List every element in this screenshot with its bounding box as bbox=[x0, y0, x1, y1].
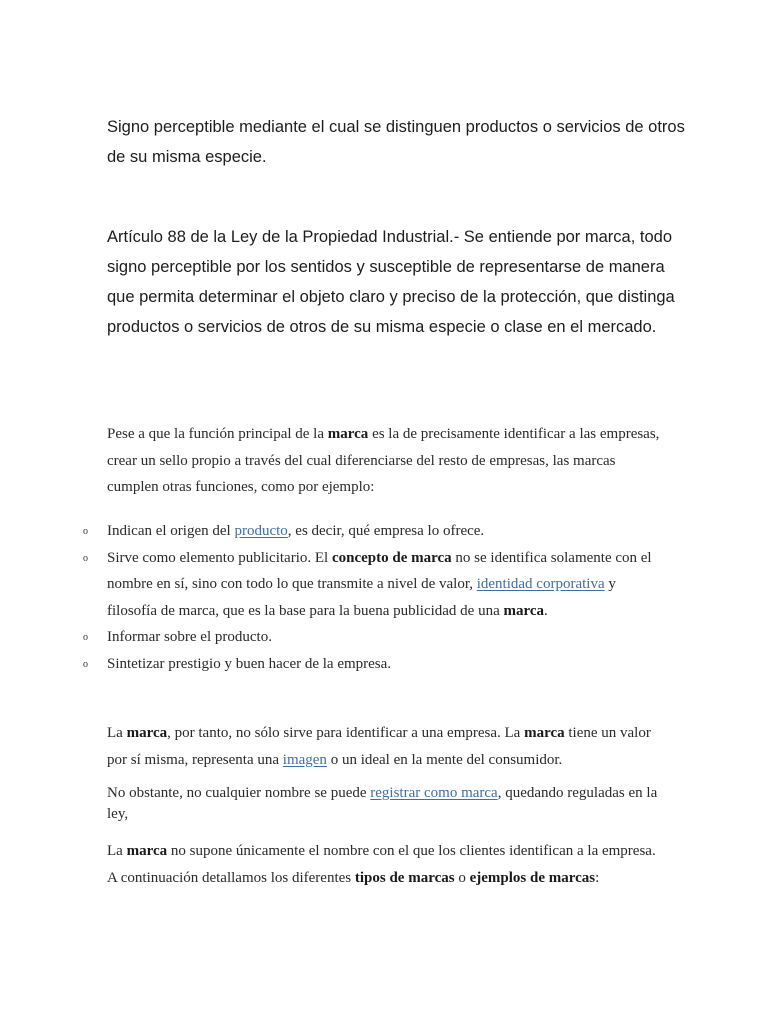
list-item bbox=[0, 624, 667, 651]
bullet-circle-icon: o bbox=[83, 658, 88, 670]
text-run: La bbox=[107, 725, 127, 741]
bold-tipos-de-marcas: tipos de marcas bbox=[354, 869, 455, 886]
text-run: Pese a que la función principal de la bbox=[107, 426, 328, 442]
articulo-paragraph bbox=[107, 222, 687, 342]
bold-ejemplos-de-marcas: ejemplos de marcas bbox=[469, 869, 596, 886]
text-run: . bbox=[544, 602, 548, 619]
tipos-de-marcas-paragraph bbox=[107, 838, 667, 891]
registrar-como-marca-link[interactable]: registrar como marca bbox=[370, 785, 498, 801]
bullet-circle-icon: o bbox=[83, 632, 88, 643]
bold-marca: marca bbox=[126, 843, 168, 859]
imagen-link[interactable]: imagen bbox=[282, 751, 327, 768]
text-run: o bbox=[454, 869, 470, 886]
funciones-list bbox=[0, 518, 768, 677]
text-run: La bbox=[107, 843, 127, 859]
definition-text: Signo perceptible mediante el cual se distinguen productos o servicios de otros de su misma especie. bbox=[107, 118, 685, 166]
articulo-text: Artículo 88 de la Ley de la Propiedad Industrial.- Se entiende por marca, todo signo perceptible por los sentidos y susceptible de representarse de manera que permita determinar el objeto claro y preciso de la protección, que distinga productos o servicios de otros de su misma especie o clase en el mercado. bbox=[107, 228, 675, 336]
text-run: y filosofía de marca, que es la base para la buena publicidad de una bbox=[107, 576, 616, 619]
identidad-corporativa-link[interactable]: identidad corporativa bbox=[476, 576, 605, 592]
text-run: Indican el origen del bbox=[107, 523, 235, 539]
text-run: tiene un valor por sí misma, representa una bbox=[107, 725, 651, 768]
bold-marca: marca bbox=[524, 725, 565, 741]
text-run: no supone únicamente el nombre con el que los clientes identifican a la empresa. A continuación detallamos los diferentes bbox=[107, 843, 656, 886]
bullet-circle-icon: o bbox=[83, 526, 88, 537]
bullet-circle-icon: o bbox=[83, 552, 88, 564]
producto-link[interactable]: producto bbox=[234, 523, 288, 539]
no-obstante-paragraph bbox=[107, 783, 667, 825]
bold-concepto-de-marca: concepto de marca bbox=[331, 549, 452, 566]
text-run: , es decir, qué empresa lo ofrece. bbox=[287, 523, 485, 539]
text-run: Sirve como elemento publicitario. El bbox=[107, 549, 332, 566]
text-run: Sintetizar prestigio y buen hacer de la empresa. bbox=[107, 655, 392, 672]
bold-marca: marca bbox=[327, 426, 369, 442]
list-item bbox=[0, 518, 667, 545]
bold-marca: marca bbox=[503, 602, 545, 619]
definition-paragraph bbox=[107, 112, 687, 172]
text-run: es la de precisamente identificar a las empresas, crear un sello propio a través del cual diferenciarse del resto de empresas, las marcas cumplen otras funciones, como por ejemplo: bbox=[107, 426, 660, 495]
list-item bbox=[0, 651, 667, 678]
text-run: no se identifica solamente con el nombre en sí, sino con todo lo que transmite a nivel de valor, bbox=[107, 549, 652, 592]
text-run: : bbox=[595, 869, 600, 886]
text-run: Informar sobre el producto. bbox=[107, 629, 272, 645]
funciones-intro-paragraph bbox=[107, 421, 667, 501]
bold-marca: marca bbox=[126, 725, 168, 741]
text-run: , quedando reguladas en la ley, bbox=[107, 785, 658, 822]
text-run: , por tanto, no sólo sirve para identificar a una empresa. La bbox=[167, 725, 525, 741]
text-run: No obstante, no cualquier nombre se puede bbox=[107, 785, 371, 801]
valor-marca-paragraph bbox=[107, 720, 667, 773]
text-run: o un ideal en la mente del consumidor. bbox=[326, 751, 563, 768]
list-item bbox=[0, 545, 667, 625]
